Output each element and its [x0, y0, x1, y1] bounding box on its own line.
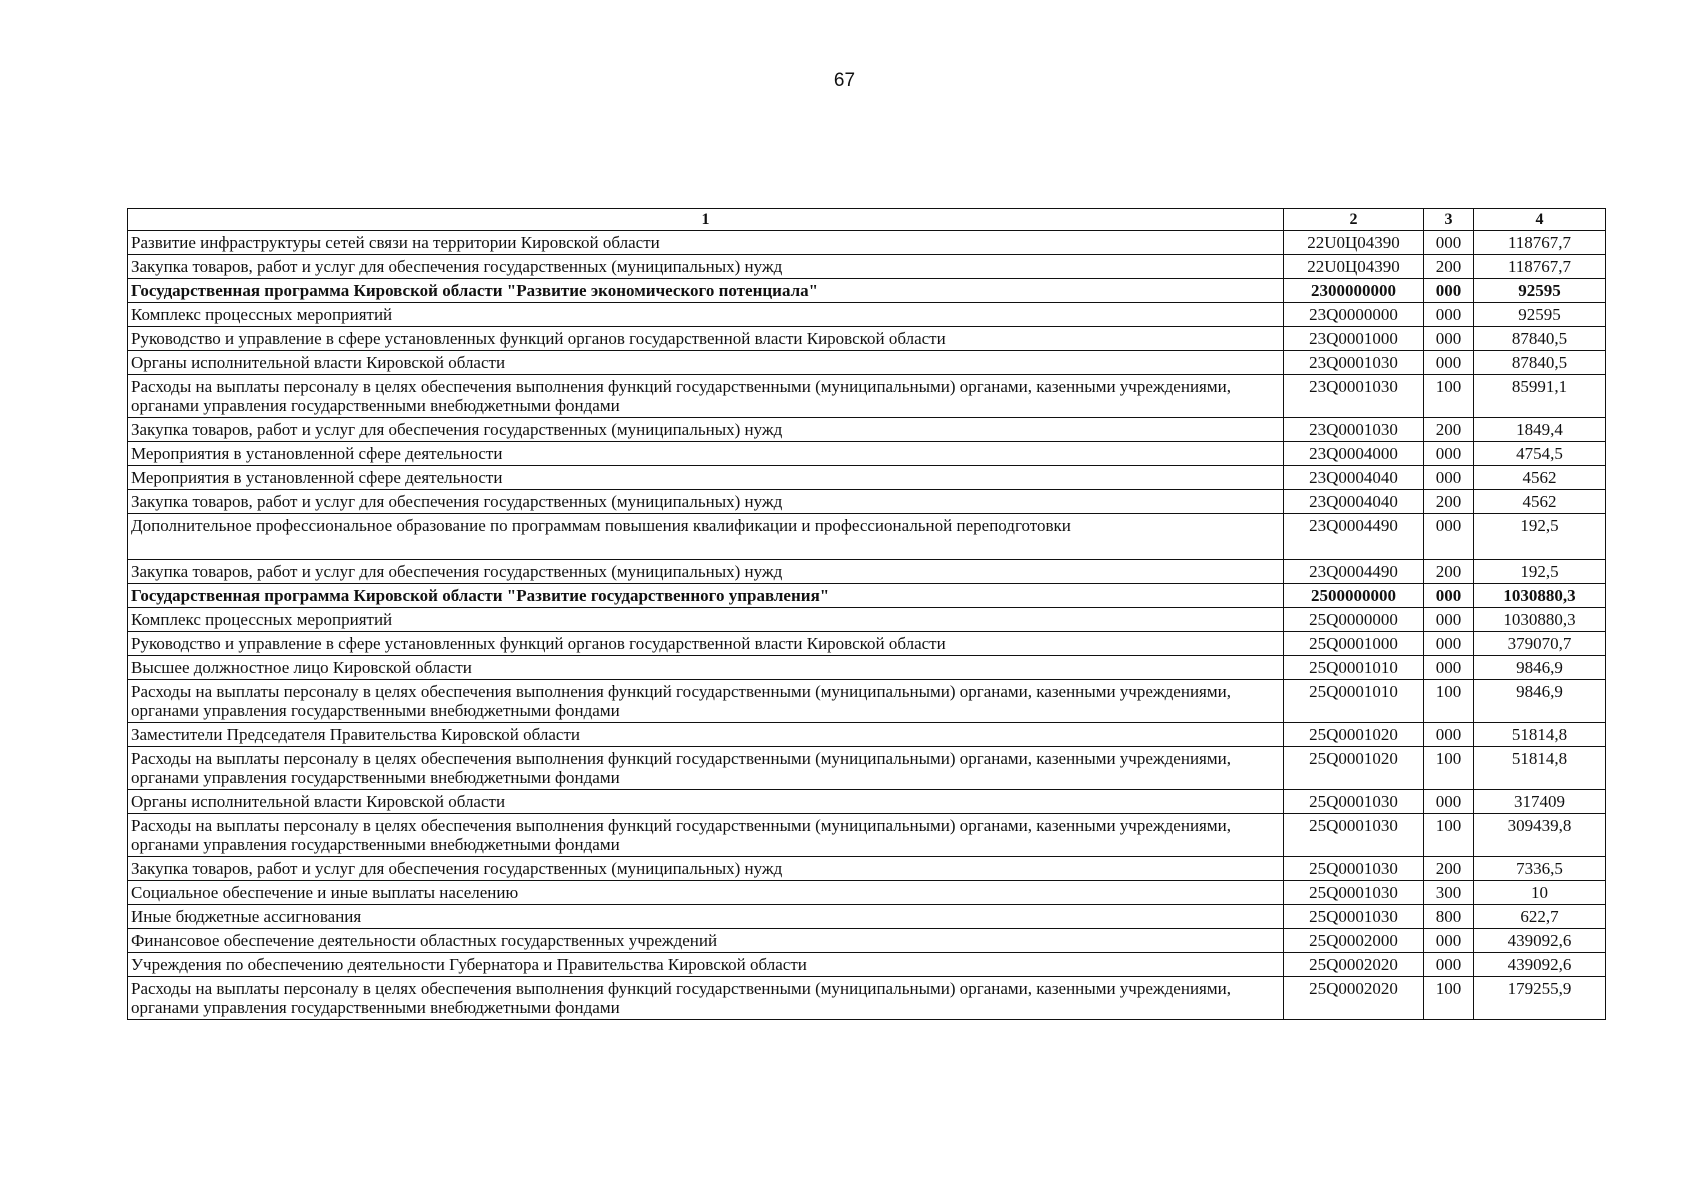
row-name-cell: Иные бюджетные ассигнования: [128, 905, 1284, 929]
row-code-cell: 2500000000: [1284, 584, 1424, 608]
row-code-cell: 23Q0001030: [1284, 418, 1424, 442]
row-amount-cell: 92595: [1474, 303, 1606, 327]
row-amount-cell: 9846,9: [1474, 680, 1606, 723]
row-expense-type-cell: 200: [1424, 560, 1474, 584]
table-row: [128, 584, 1606, 608]
table-row: [128, 375, 1606, 418]
table-row: [128, 723, 1606, 747]
row-expense-type-cell: 000: [1424, 656, 1474, 680]
row-name-cell: Государственная программа Кировской области "Развитие экономического потенциала": [128, 279, 1284, 303]
row-amount-cell: 118767,7: [1474, 231, 1606, 255]
row-name-cell: Социальное обеспечение и иные выплаты населению: [128, 881, 1284, 905]
table-row: [128, 632, 1606, 656]
row-name-cell: Расходы на выплаты персоналу в целях обеспечения выполнения функций государственными (муниципальными) органами, казенными учреждениями, органами управления государственными внебюджетными фондами: [128, 814, 1284, 857]
row-name-cell: Органы исполнительной власти Кировской области: [128, 351, 1284, 375]
table-header-row: [128, 209, 1606, 231]
table-row: [128, 351, 1606, 375]
row-name-cell: Мероприятия в установленной сфере деятельности: [128, 466, 1284, 490]
row-name-cell: Учреждения по обеспечению деятельности Губернатора и Правительства Кировской области: [128, 953, 1284, 977]
table-row: [128, 255, 1606, 279]
row-amount-cell: 622,7: [1474, 905, 1606, 929]
row-code-cell: 25Q0001030: [1284, 790, 1424, 814]
row-amount-cell: 192,5: [1474, 514, 1606, 560]
row-amount-cell: 87840,5: [1474, 351, 1606, 375]
row-code-cell: 23Q0000000: [1284, 303, 1424, 327]
row-code-cell: 23Q0001030: [1284, 351, 1424, 375]
row-name-cell: Закупка товаров, работ и услуг для обеспечения государственных (муниципальных) нужд: [128, 418, 1284, 442]
table-row: [128, 929, 1606, 953]
row-amount-cell: 92595: [1474, 279, 1606, 303]
row-expense-type-cell: 000: [1424, 514, 1474, 560]
row-code-cell: 22U0Ц04390: [1284, 231, 1424, 255]
row-amount-cell: 1030880,3: [1474, 584, 1606, 608]
row-code-cell: 23Q0001030: [1284, 375, 1424, 418]
row-code-cell: 25Q0001000: [1284, 632, 1424, 656]
row-name-cell: Дополнительное профессиональное образование по программам повышения квалификации и профессиональной переподготовки: [128, 514, 1284, 560]
row-expense-type-cell: 000: [1424, 279, 1474, 303]
row-amount-cell: 10: [1474, 881, 1606, 905]
row-name-cell: Руководство и управление в сфере установленных функций органов государственной власти Кировской области: [128, 327, 1284, 351]
row-expense-type-cell: 100: [1424, 814, 1474, 857]
row-expense-type-cell: 000: [1424, 929, 1474, 953]
row-expense-type-cell: 200: [1424, 857, 1474, 881]
header-col-2: 2: [1284, 209, 1424, 231]
row-name-cell: Закупка товаров, работ и услуг для обеспечения государственных (муниципальных) нужд: [128, 255, 1284, 279]
row-expense-type-cell: 100: [1424, 977, 1474, 1020]
table-row: [128, 514, 1606, 560]
table-row: [128, 466, 1606, 490]
row-name-cell: Заместители Председателя Правительства Кировской области: [128, 723, 1284, 747]
row-expense-type-cell: 100: [1424, 375, 1474, 418]
table-row: [128, 231, 1606, 255]
row-code-cell: 25Q0001010: [1284, 680, 1424, 723]
row-amount-cell: 9846,9: [1474, 656, 1606, 680]
row-expense-type-cell: 100: [1424, 680, 1474, 723]
row-expense-type-cell: 000: [1424, 723, 1474, 747]
row-amount-cell: 51814,8: [1474, 723, 1606, 747]
row-amount-cell: 317409: [1474, 790, 1606, 814]
row-code-cell: 25Q0002020: [1284, 977, 1424, 1020]
row-name-cell: Закупка товаров, работ и услуг для обеспечения государственных (муниципальных) нужд: [128, 857, 1284, 881]
table-row: [128, 814, 1606, 857]
row-amount-cell: 85991,1: [1474, 375, 1606, 418]
row-expense-type-cell: 200: [1424, 418, 1474, 442]
row-name-cell: Расходы на выплаты персоналу в целях обеспечения выполнения функций государственными (муниципальными) органами, казенными учреждениями, органами управления государственными внебюджетными фондами: [128, 375, 1284, 418]
row-name-cell: Высшее должностное лицо Кировской области: [128, 656, 1284, 680]
row-expense-type-cell: 000: [1424, 303, 1474, 327]
row-amount-cell: 4562: [1474, 490, 1606, 514]
row-name-cell: Финансовое обеспечение деятельности областных государственных учреждений: [128, 929, 1284, 953]
table-row: [128, 560, 1606, 584]
row-name-cell: Органы исполнительной власти Кировской области: [128, 790, 1284, 814]
row-name-cell: Развитие инфраструктуры сетей связи на территории Кировской области: [128, 231, 1284, 255]
row-name-cell: Руководство и управление в сфере установленных функций органов государственной власти Кировской области: [128, 632, 1284, 656]
table-row: [128, 953, 1606, 977]
row-code-cell: 25Q0001030: [1284, 881, 1424, 905]
row-code-cell: 25Q0002000: [1284, 929, 1424, 953]
table-row: [128, 442, 1606, 466]
header-col-4: 4: [1474, 209, 1606, 231]
row-expense-type-cell: 000: [1424, 953, 1474, 977]
row-expense-type-cell: 000: [1424, 231, 1474, 255]
table-row: [128, 857, 1606, 881]
row-expense-type-cell: 000: [1424, 327, 1474, 351]
row-expense-type-cell: 000: [1424, 790, 1474, 814]
row-expense-type-cell: 000: [1424, 442, 1474, 466]
table-row: [128, 747, 1606, 790]
row-code-cell: 25Q0001030: [1284, 857, 1424, 881]
row-code-cell: 23Q0004490: [1284, 560, 1424, 584]
row-expense-type-cell: 000: [1424, 584, 1474, 608]
row-code-cell: 25Q0002020: [1284, 953, 1424, 977]
row-name-cell: Закупка товаров, работ и услуг для обеспечения государственных (муниципальных) нужд: [128, 560, 1284, 584]
row-amount-cell: 179255,9: [1474, 977, 1606, 1020]
row-code-cell: 23Q0004490: [1284, 514, 1424, 560]
row-amount-cell: 309439,8: [1474, 814, 1606, 857]
table-row: [128, 905, 1606, 929]
table-row: [128, 327, 1606, 351]
row-expense-type-cell: 000: [1424, 632, 1474, 656]
table-row: [128, 418, 1606, 442]
row-expense-type-cell: 000: [1424, 351, 1474, 375]
row-amount-cell: 1849,4: [1474, 418, 1606, 442]
row-expense-type-cell: 100: [1424, 747, 1474, 790]
row-amount-cell: 4754,5: [1474, 442, 1606, 466]
row-name-cell: Комплекс процессных мероприятий: [128, 608, 1284, 632]
table-row: [128, 977, 1606, 1020]
row-amount-cell: 439092,6: [1474, 953, 1606, 977]
table-body: [128, 231, 1606, 1020]
row-code-cell: 25Q0001020: [1284, 723, 1424, 747]
budget-table: [127, 208, 1606, 1020]
row-amount-cell: 4562: [1474, 466, 1606, 490]
row-name-cell: Закупка товаров, работ и услуг для обеспечения государственных (муниципальных) нужд: [128, 490, 1284, 514]
row-amount-cell: 118767,7: [1474, 255, 1606, 279]
row-amount-cell: 192,5: [1474, 560, 1606, 584]
row-amount-cell: 379070,7: [1474, 632, 1606, 656]
row-code-cell: 23Q0001000: [1284, 327, 1424, 351]
row-code-cell: 25Q0001010: [1284, 656, 1424, 680]
row-expense-type-cell: 300: [1424, 881, 1474, 905]
header-col-1: 1: [128, 209, 1284, 231]
row-name-cell: Комплекс процессных мероприятий: [128, 303, 1284, 327]
row-expense-type-cell: 800: [1424, 905, 1474, 929]
table-row: [128, 656, 1606, 680]
row-amount-cell: 439092,6: [1474, 929, 1606, 953]
row-expense-type-cell: 000: [1424, 466, 1474, 490]
table-row: [128, 490, 1606, 514]
row-code-cell: 25Q0001030: [1284, 814, 1424, 857]
row-amount-cell: 87840,5: [1474, 327, 1606, 351]
table-row: [128, 881, 1606, 905]
row-code-cell: 23Q0004040: [1284, 490, 1424, 514]
row-code-cell: 25Q0001030: [1284, 905, 1424, 929]
table-row: [128, 790, 1606, 814]
row-name-cell: Расходы на выплаты персоналу в целях обеспечения выполнения функций государственными (муниципальными) органами, казенными учреждениями, органами управления государственными внебюджетными фондами: [128, 680, 1284, 723]
row-amount-cell: 7336,5: [1474, 857, 1606, 881]
row-code-cell: 25Q0001020: [1284, 747, 1424, 790]
table-row: [128, 279, 1606, 303]
row-name-cell: Государственная программа Кировской области "Развитие государственного управления": [128, 584, 1284, 608]
row-expense-type-cell: 200: [1424, 490, 1474, 514]
row-code-cell: 2300000000: [1284, 279, 1424, 303]
row-code-cell: 23Q0004000: [1284, 442, 1424, 466]
row-expense-type-cell: 200: [1424, 255, 1474, 279]
row-name-cell: Мероприятия в установленной сфере деятельности: [128, 442, 1284, 466]
row-name-cell: Расходы на выплаты персоналу в целях обеспечения выполнения функций государственными (муниципальными) органами, казенными учреждениями, органами управления государственными внебюджетными фондами: [128, 747, 1284, 790]
row-amount-cell: 51814,8: [1474, 747, 1606, 790]
row-amount-cell: 1030880,3: [1474, 608, 1606, 632]
page-number: 67: [833, 70, 856, 91]
table-row: [128, 680, 1606, 723]
table-row: [128, 608, 1606, 632]
row-code-cell: 22U0Ц04390: [1284, 255, 1424, 279]
row-code-cell: 25Q0000000: [1284, 608, 1424, 632]
row-expense-type-cell: 000: [1424, 608, 1474, 632]
row-code-cell: 23Q0004040: [1284, 466, 1424, 490]
table-row: [128, 303, 1606, 327]
row-name-cell: Расходы на выплаты персоналу в целях обеспечения выполнения функций государственными (муниципальными) органами, казенными учреждениями, органами управления государственными внебюджетными фондами: [128, 977, 1284, 1020]
header-col-3: 3: [1424, 209, 1474, 231]
